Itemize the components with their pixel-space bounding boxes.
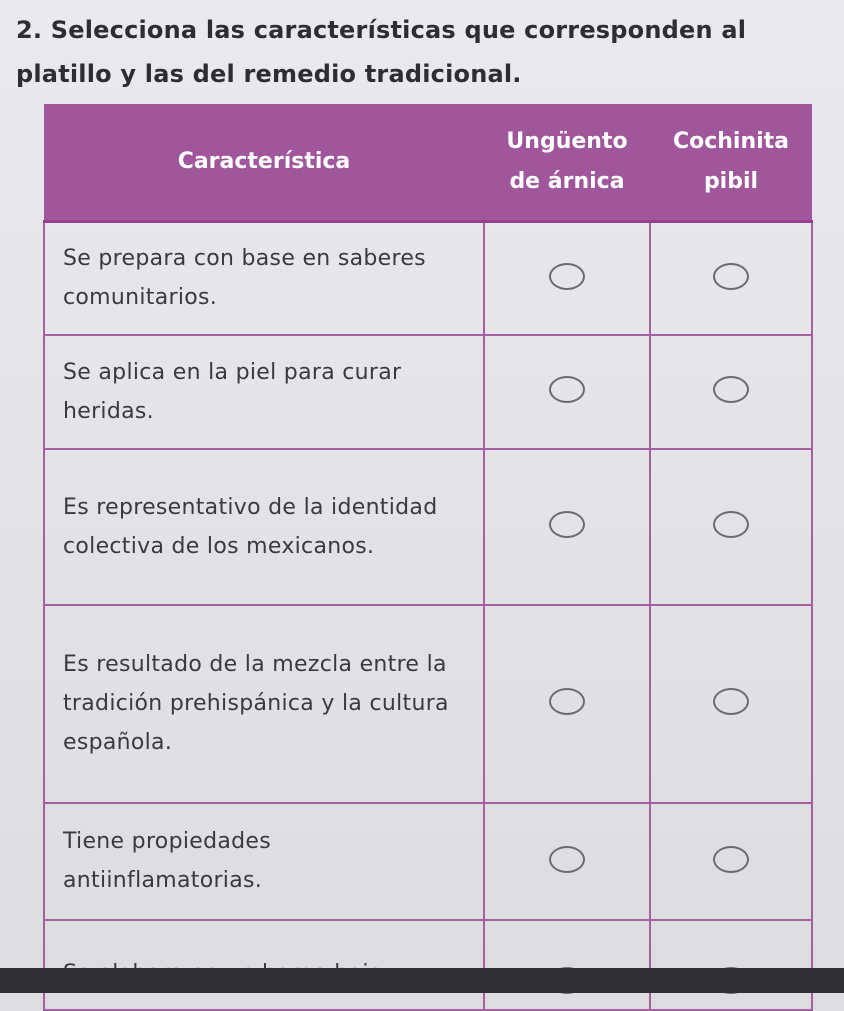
arnica-radio[interactable] bbox=[549, 376, 585, 403]
cochinita-cell bbox=[650, 803, 812, 920]
cochinita-cell bbox=[650, 605, 812, 803]
feature-text: Es representativo de la identidad colectiva de los mexicanos. bbox=[63, 494, 438, 559]
arnica-cell bbox=[484, 222, 650, 335]
cochinita-cell bbox=[650, 335, 812, 449]
cochinita-cell bbox=[650, 222, 812, 335]
header-feature: Característica bbox=[44, 104, 484, 222]
arnica-cell bbox=[484, 449, 650, 605]
table-row bbox=[44, 920, 812, 1010]
header-cochinita: Cochinita pibil bbox=[650, 104, 812, 222]
arnica-radio[interactable] bbox=[549, 511, 585, 538]
feature-cell bbox=[44, 803, 484, 920]
cochinita-radio[interactable] bbox=[713, 263, 749, 290]
arnica-cell bbox=[484, 803, 650, 920]
feature-text: Tiene propiedades antiinflamatorias. bbox=[63, 829, 271, 893]
table-header-row bbox=[44, 104, 812, 222]
feature-cell bbox=[44, 920, 484, 1010]
cochinita-cell bbox=[650, 449, 812, 605]
arnica-radio[interactable] bbox=[549, 263, 585, 290]
bottom-edge bbox=[0, 968, 844, 993]
cochinita-radio[interactable] bbox=[713, 511, 749, 538]
feature-cell bbox=[44, 449, 484, 605]
table-row bbox=[44, 335, 812, 449]
characteristics-table bbox=[43, 104, 813, 1011]
table-row bbox=[44, 222, 812, 335]
feature-text: Se prepara con base en saberes comunitarios. bbox=[63, 246, 426, 311]
arnica-cell bbox=[484, 605, 650, 803]
cochinita-radio[interactable] bbox=[713, 846, 749, 873]
feature-cell bbox=[44, 605, 484, 803]
arnica-radio[interactable] bbox=[549, 846, 585, 873]
table-row bbox=[44, 449, 812, 605]
arnica-radio[interactable] bbox=[549, 688, 585, 715]
feature-cell bbox=[44, 222, 484, 335]
feature-text: Es resultado de la mezcla entre la tradición prehispánica y la cultura española. bbox=[63, 652, 449, 755]
header-arnica: Ungüento de árnica bbox=[484, 104, 650, 222]
feature-cell bbox=[44, 335, 484, 449]
arnica-cell bbox=[484, 920, 650, 1010]
cochinita-radio[interactable] bbox=[713, 688, 749, 715]
cochinita-cell bbox=[650, 920, 812, 1010]
arnica-cell bbox=[484, 335, 650, 449]
question-text: 2. Selecciona las características que corresponden al platillo y las del remedio tradicional. bbox=[16, 16, 747, 88]
feature-text: Se aplica en la piel para curar heridas. bbox=[63, 359, 402, 424]
cochinita-radio[interactable] bbox=[713, 376, 749, 403]
table-row bbox=[44, 605, 812, 803]
table-row bbox=[44, 803, 812, 920]
